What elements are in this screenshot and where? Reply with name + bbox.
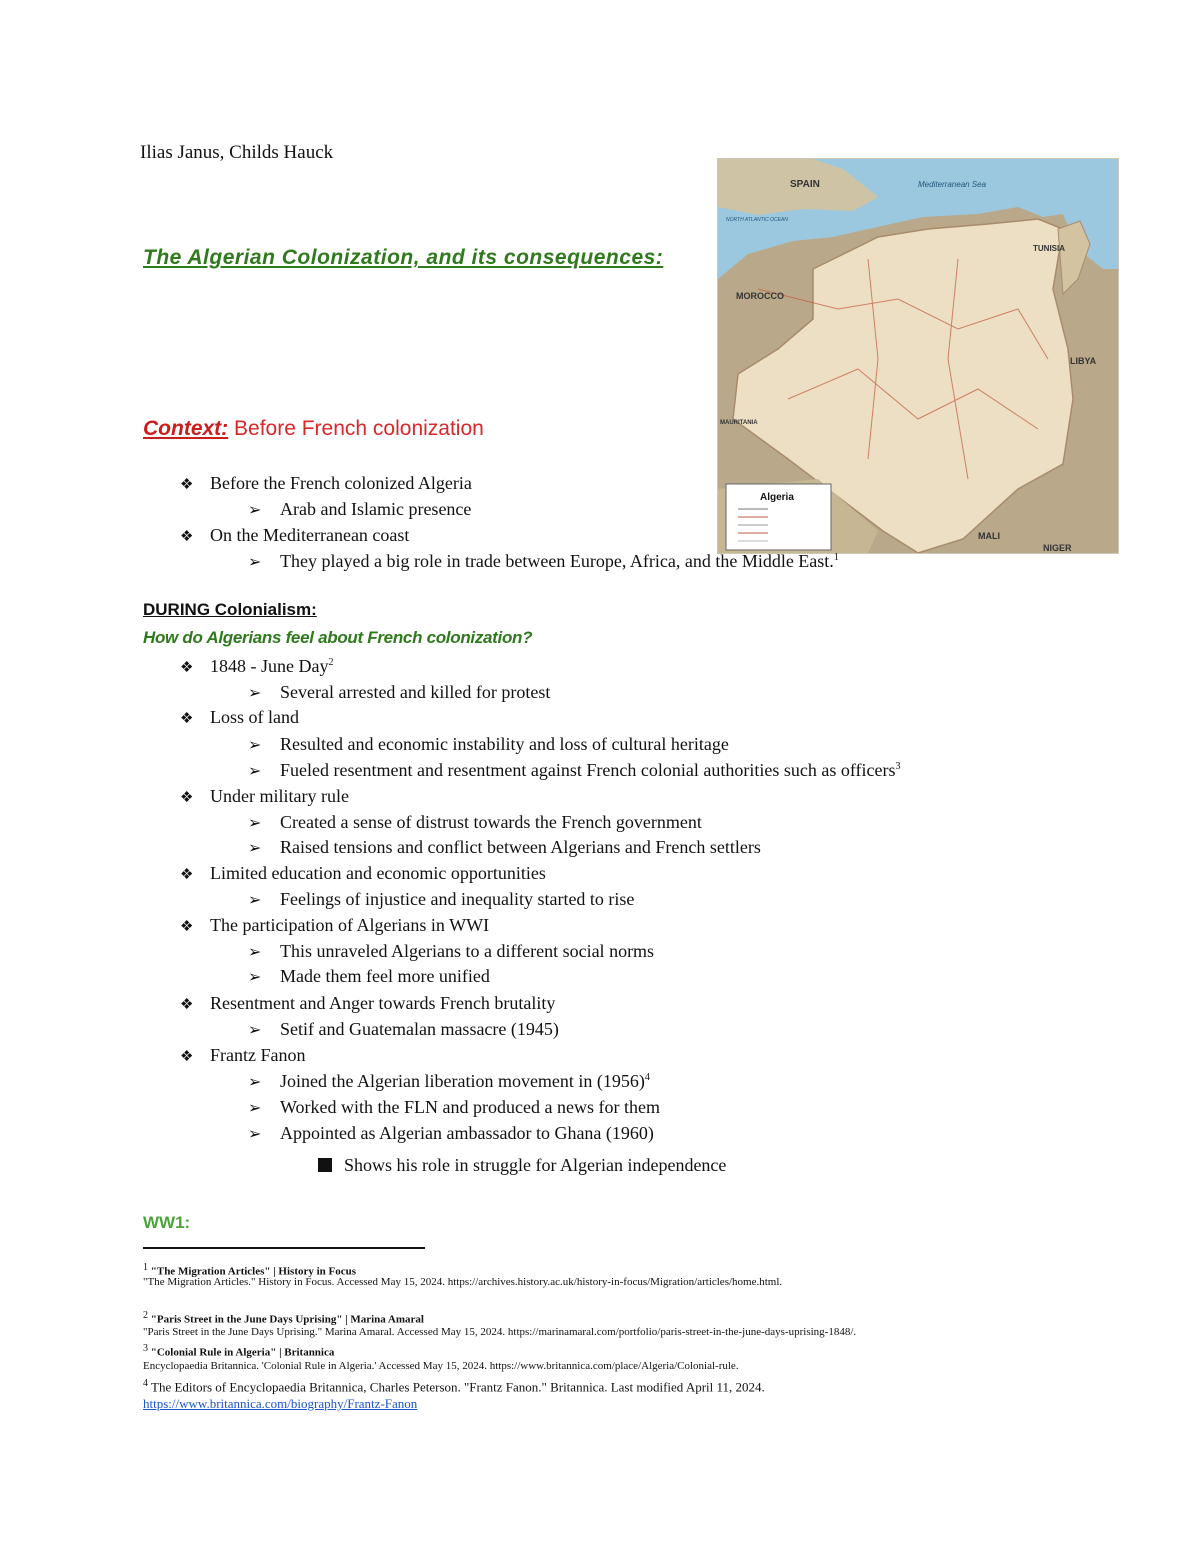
arrow-bullet-icon: ➢ (248, 1100, 262, 1117)
list-item: ➢ Joined the Algerian liberation movement in $(1956)^4$ (248, 1071, 650, 1091)
square-bullet-icon (318, 1158, 332, 1172)
map-label-spain: SPAIN (790, 179, 820, 190)
list-item: ❖ Before the French colonized Algeria (180, 473, 472, 493)
diamond-bullet-icon: ❖ (180, 867, 194, 883)
map-label-mali: MALI (978, 531, 1000, 541)
arrow-bullet-icon: ➢ (248, 1022, 262, 1039)
map-legend-title: Algeria (760, 492, 794, 503)
list-item: ➢ Several arrested and killed for protest (248, 682, 551, 702)
page-title: The Algerian Colonization, and its consequences: (143, 246, 664, 269)
list-item: ❖ Under military rule (180, 786, 349, 806)
list-item: ❖ Resentment and Anger towards French brutality (180, 993, 556, 1013)
context-text: Before French colonization (234, 417, 484, 440)
list-item: ➢ Fueled resentment and resentment against French colonial authorities such as officers$^3$ (248, 760, 901, 780)
list-item: ❖ Limited education and economic opportunities (180, 863, 546, 883)
list-item: ❖ Frantz Fanon (180, 1045, 306, 1065)
list-item: ➢ Created a sense of distrust towards the French government (248, 812, 702, 832)
arrow-bullet-icon: ➢ (248, 969, 262, 986)
diamond-bullet-icon: ❖ (180, 711, 194, 727)
arrow-bullet-icon: ➢ (248, 1074, 262, 1091)
list-item: ❖ 1848 - June Day$^2$ (180, 656, 334, 676)
list-item: ➢ Feelings of injustice and inequality started to rise (248, 889, 635, 909)
footnote-citation: "Paris Street in the June Days Uprising." Marina Amaral. Accessed May 15, 2024. https://marinamaral.com/portfolio/paris-street-in-the-june-days-uprising-1848/. (143, 1326, 857, 1338)
arrow-bullet-icon: ➢ (248, 685, 262, 702)
diamond-bullet-icon: ❖ (180, 1049, 194, 1065)
footnote-citation: "The Migration Articles." History in Focus. Accessed May 15, 2024. https://archives.history.ac.uk/history-in-focus/Migration/articles/home.html. (143, 1276, 783, 1288)
list-item: ➢ Resulted and economic instability and loss of cultural heritage (248, 734, 729, 754)
list-item: ❖ On the Mediterranean coast (180, 525, 410, 545)
algeria-map (717, 158, 1119, 554)
footnote-heading: $^1$ "The Migration Articles" | History in Focus (143, 1262, 357, 1278)
diamond-bullet-icon: ❖ (180, 919, 194, 935)
arrow-bullet-icon: ➢ (248, 554, 262, 571)
diamond-bullet-icon: ❖ (180, 790, 194, 806)
footnote-heading: $^3$ "Colonial Rule in Algeria" | Britannica (143, 1343, 335, 1359)
arrow-bullet-icon: ➢ (248, 763, 262, 780)
list-item: ➢ Raised tensions and conflict between Algerians and French settlers (248, 837, 761, 857)
map-label-sea: Mediterranean Sea (918, 180, 987, 189)
list-item: ➢ Worked with the FLN and produced a news for them (248, 1097, 660, 1117)
list-item: ❖ The participation of Algerians in WWI (180, 915, 490, 935)
section-heading-ww1: WW1: (143, 1213, 191, 1232)
diamond-bullet-icon: ❖ (180, 997, 194, 1013)
map-label-morocco: MOROCCO (736, 291, 784, 301)
map-illustration (718, 159, 1118, 553)
map-label-tunisia: TUNISIA (1033, 244, 1065, 253)
footnote-divider (143, 1247, 425, 1249)
section-heading-during: DURING Colonialism: (143, 600, 317, 619)
list-item: ➢ Made them feel more unified (248, 966, 490, 986)
list-item: ➢ This unraveled Algerians to a different social norms (248, 941, 655, 961)
arrow-bullet-icon: ➢ (248, 502, 262, 519)
arrow-bullet-icon: ➢ (248, 815, 262, 832)
diamond-bullet-icon: ❖ (180, 660, 194, 676)
map-label-libya: LIBYA (1070, 356, 1097, 366)
list-item: Shows his role in struggle for Algerian independence (318, 1155, 726, 1176)
arrow-bullet-icon: ➢ (248, 737, 262, 754)
map-label-mauritania: MAURITANIA (720, 420, 758, 426)
list-item: ➢ Appointed as Algerian ambassador to Ghana (1960) (248, 1123, 654, 1143)
context-label: Context: (143, 417, 229, 440)
list-item: ❖ Loss of land (180, 707, 299, 727)
arrow-bullet-icon: ➢ (248, 840, 262, 857)
context-heading (143, 417, 484, 441)
map-label-niger: NIGER (1043, 543, 1072, 553)
section-question: How do Algerians feel about French colonization? (143, 628, 533, 647)
authors: Ilias Janus, Childs Hauck (140, 142, 334, 163)
arrow-bullet-icon: ➢ (248, 892, 262, 909)
list-item: ➢ They played a big role in trade between Europe, Africa, and the Middle East.$^1$ (248, 551, 839, 571)
list-item: ➢ Setif and Guatemalan massacre (1945) (248, 1019, 559, 1039)
footnote-link[interactable]: https://www.britannica.com/biography/Frantz-Fanon (143, 1396, 418, 1411)
diamond-bullet-icon: ❖ (180, 529, 194, 545)
footnote-citation: $^4$ The Editors of Encyclopaedia Britannica, Charles Peterson. "Frantz Fanon." Britannica. Last modified April 11, 2024. (143, 1378, 765, 1395)
footnote-citation: Encyclopaedia Britannica. 'Colonial Rule in Algeria.' Accessed May 15, 2024. https://www.britannica.com/place/Algeria/Colonial-rule. (143, 1360, 739, 1372)
arrow-bullet-icon: ➢ (248, 1126, 262, 1143)
arrow-bullet-icon: ➢ (248, 944, 262, 961)
list-item: ➢ Arab and Islamic presence (248, 499, 472, 519)
footnote-heading: $^2$ "Paris Street in the June Days Uprising" | Marina Amaral (143, 1310, 424, 1326)
diamond-bullet-icon: ❖ (180, 477, 194, 493)
map-label-ocean: NORTH ATLANTIC OCEAN (726, 217, 788, 223)
